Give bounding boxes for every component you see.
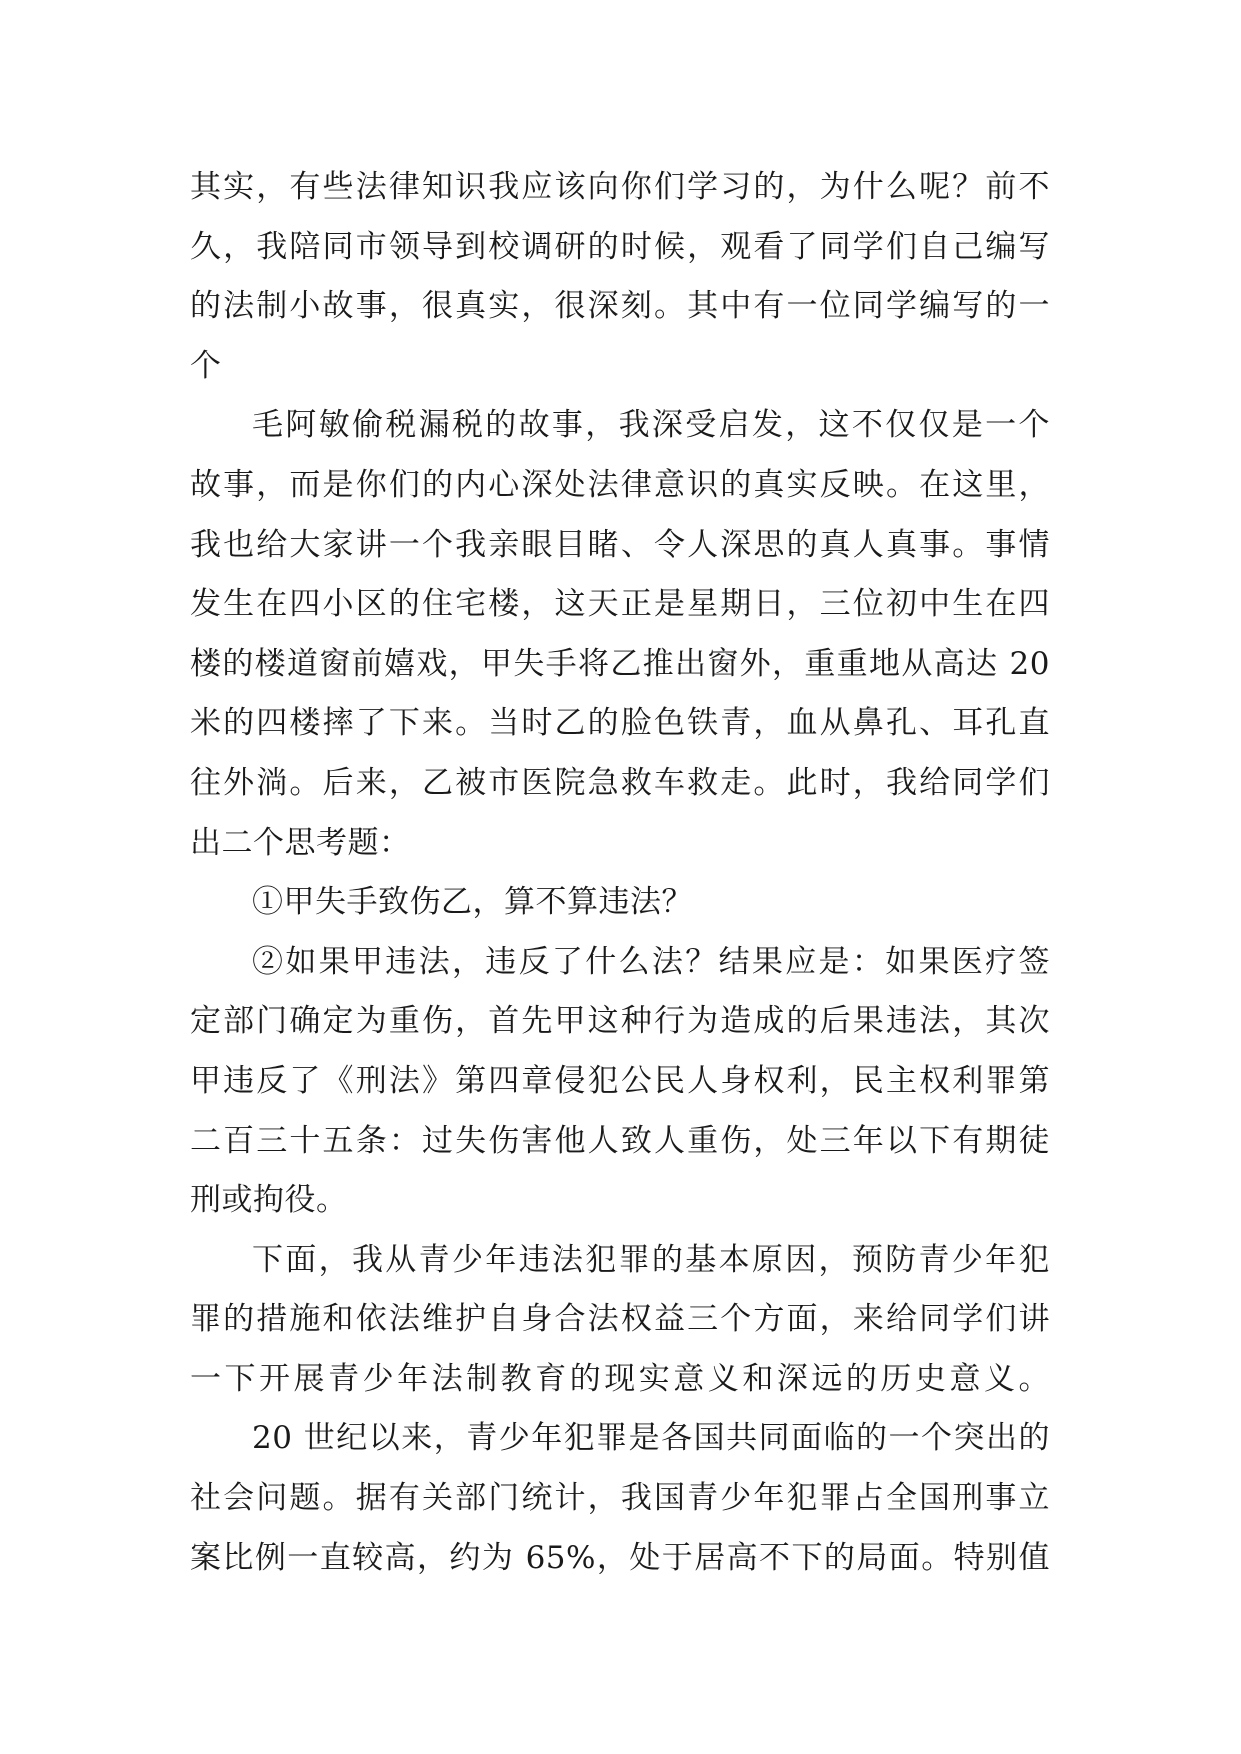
text-line: ②如果甲违法，违反了什么法？结果应是：如果医疗签 — [252, 943, 1050, 980]
text-line: 刑或拘役。 — [190, 1182, 348, 1219]
text-line: 案比例一直较高，约为 65%，处于居高不下的局面。特别值 — [190, 1539, 1050, 1576]
text-line: 出二个思考题： — [190, 824, 411, 861]
text-line: 毛阿敏偷税漏税的故事，我深受启发，这不仅仅是一个 — [252, 407, 1050, 444]
text-line: 个 — [190, 347, 222, 384]
body-text — [190, 158, 1050, 1588]
text-line: ①甲失手致伤乙，算不算违法？ — [252, 884, 693, 921]
text-line: 的法制小故事，很真实，很深刻。其中有一位同学编写的一 — [190, 288, 1050, 325]
text-line: 下面，我从青少年违法犯罪的基本原因，预防青少年犯 — [252, 1241, 1050, 1278]
text-line: 往外淌。后来，乙被市医院急救车救走。此时，我给同学们 — [190, 764, 1050, 801]
text-line: 其实，有些法律知识我应该向你们学习的，为什么呢？前不 — [190, 169, 1050, 205]
text-line: 二百三十五条：过失伤害他人致人重伤，处三年以下有期徒 — [190, 1122, 1050, 1159]
text-line: 我也给大家讲一个我亲眼目睹、令人深思的真人真事。事情 — [190, 526, 1050, 563]
text-line: 定部门确定为重伤，首先甲这种行为造成的后果违法，其次 — [190, 1003, 1050, 1040]
text-line: 楼的楼道窗前嬉戏，甲失手将乙推出窗外，重重地从高达 20 — [190, 645, 1050, 682]
text-line: 故事，而是你们的内心深处法律意识的真实反映。在这里， — [190, 466, 1050, 503]
text-line: 甲违反了《刑法》第四章侵犯公民人身权利，民主权利罪第 — [190, 1062, 1050, 1099]
text-line: 发生在四小区的住宅楼，这天正是星期日，三位初中生在四 — [190, 586, 1050, 623]
text-line: 罪的措施和依法维护自身合法权益三个方面，来给同学们讲 — [190, 1301, 1050, 1338]
text-line: 一下开展青少年法制教育的现实意义和深远的历史意义。 — [190, 1360, 1050, 1397]
text-line: 米的四楼摔了下来。当时乙的脸色铁青，血从鼻孔、耳孔直 — [190, 705, 1050, 742]
text-line: 久，我陪同市领导到校调研的时候，观看了同学们自己编写 — [190, 228, 1050, 265]
text-line: 20 世纪以来，青少年犯罪是各国共同面临的一个突出的 — [252, 1420, 1050, 1457]
text-line: 社会问题。据有关部门统计，我国青少年犯罪占全国刑事立 — [190, 1480, 1050, 1517]
